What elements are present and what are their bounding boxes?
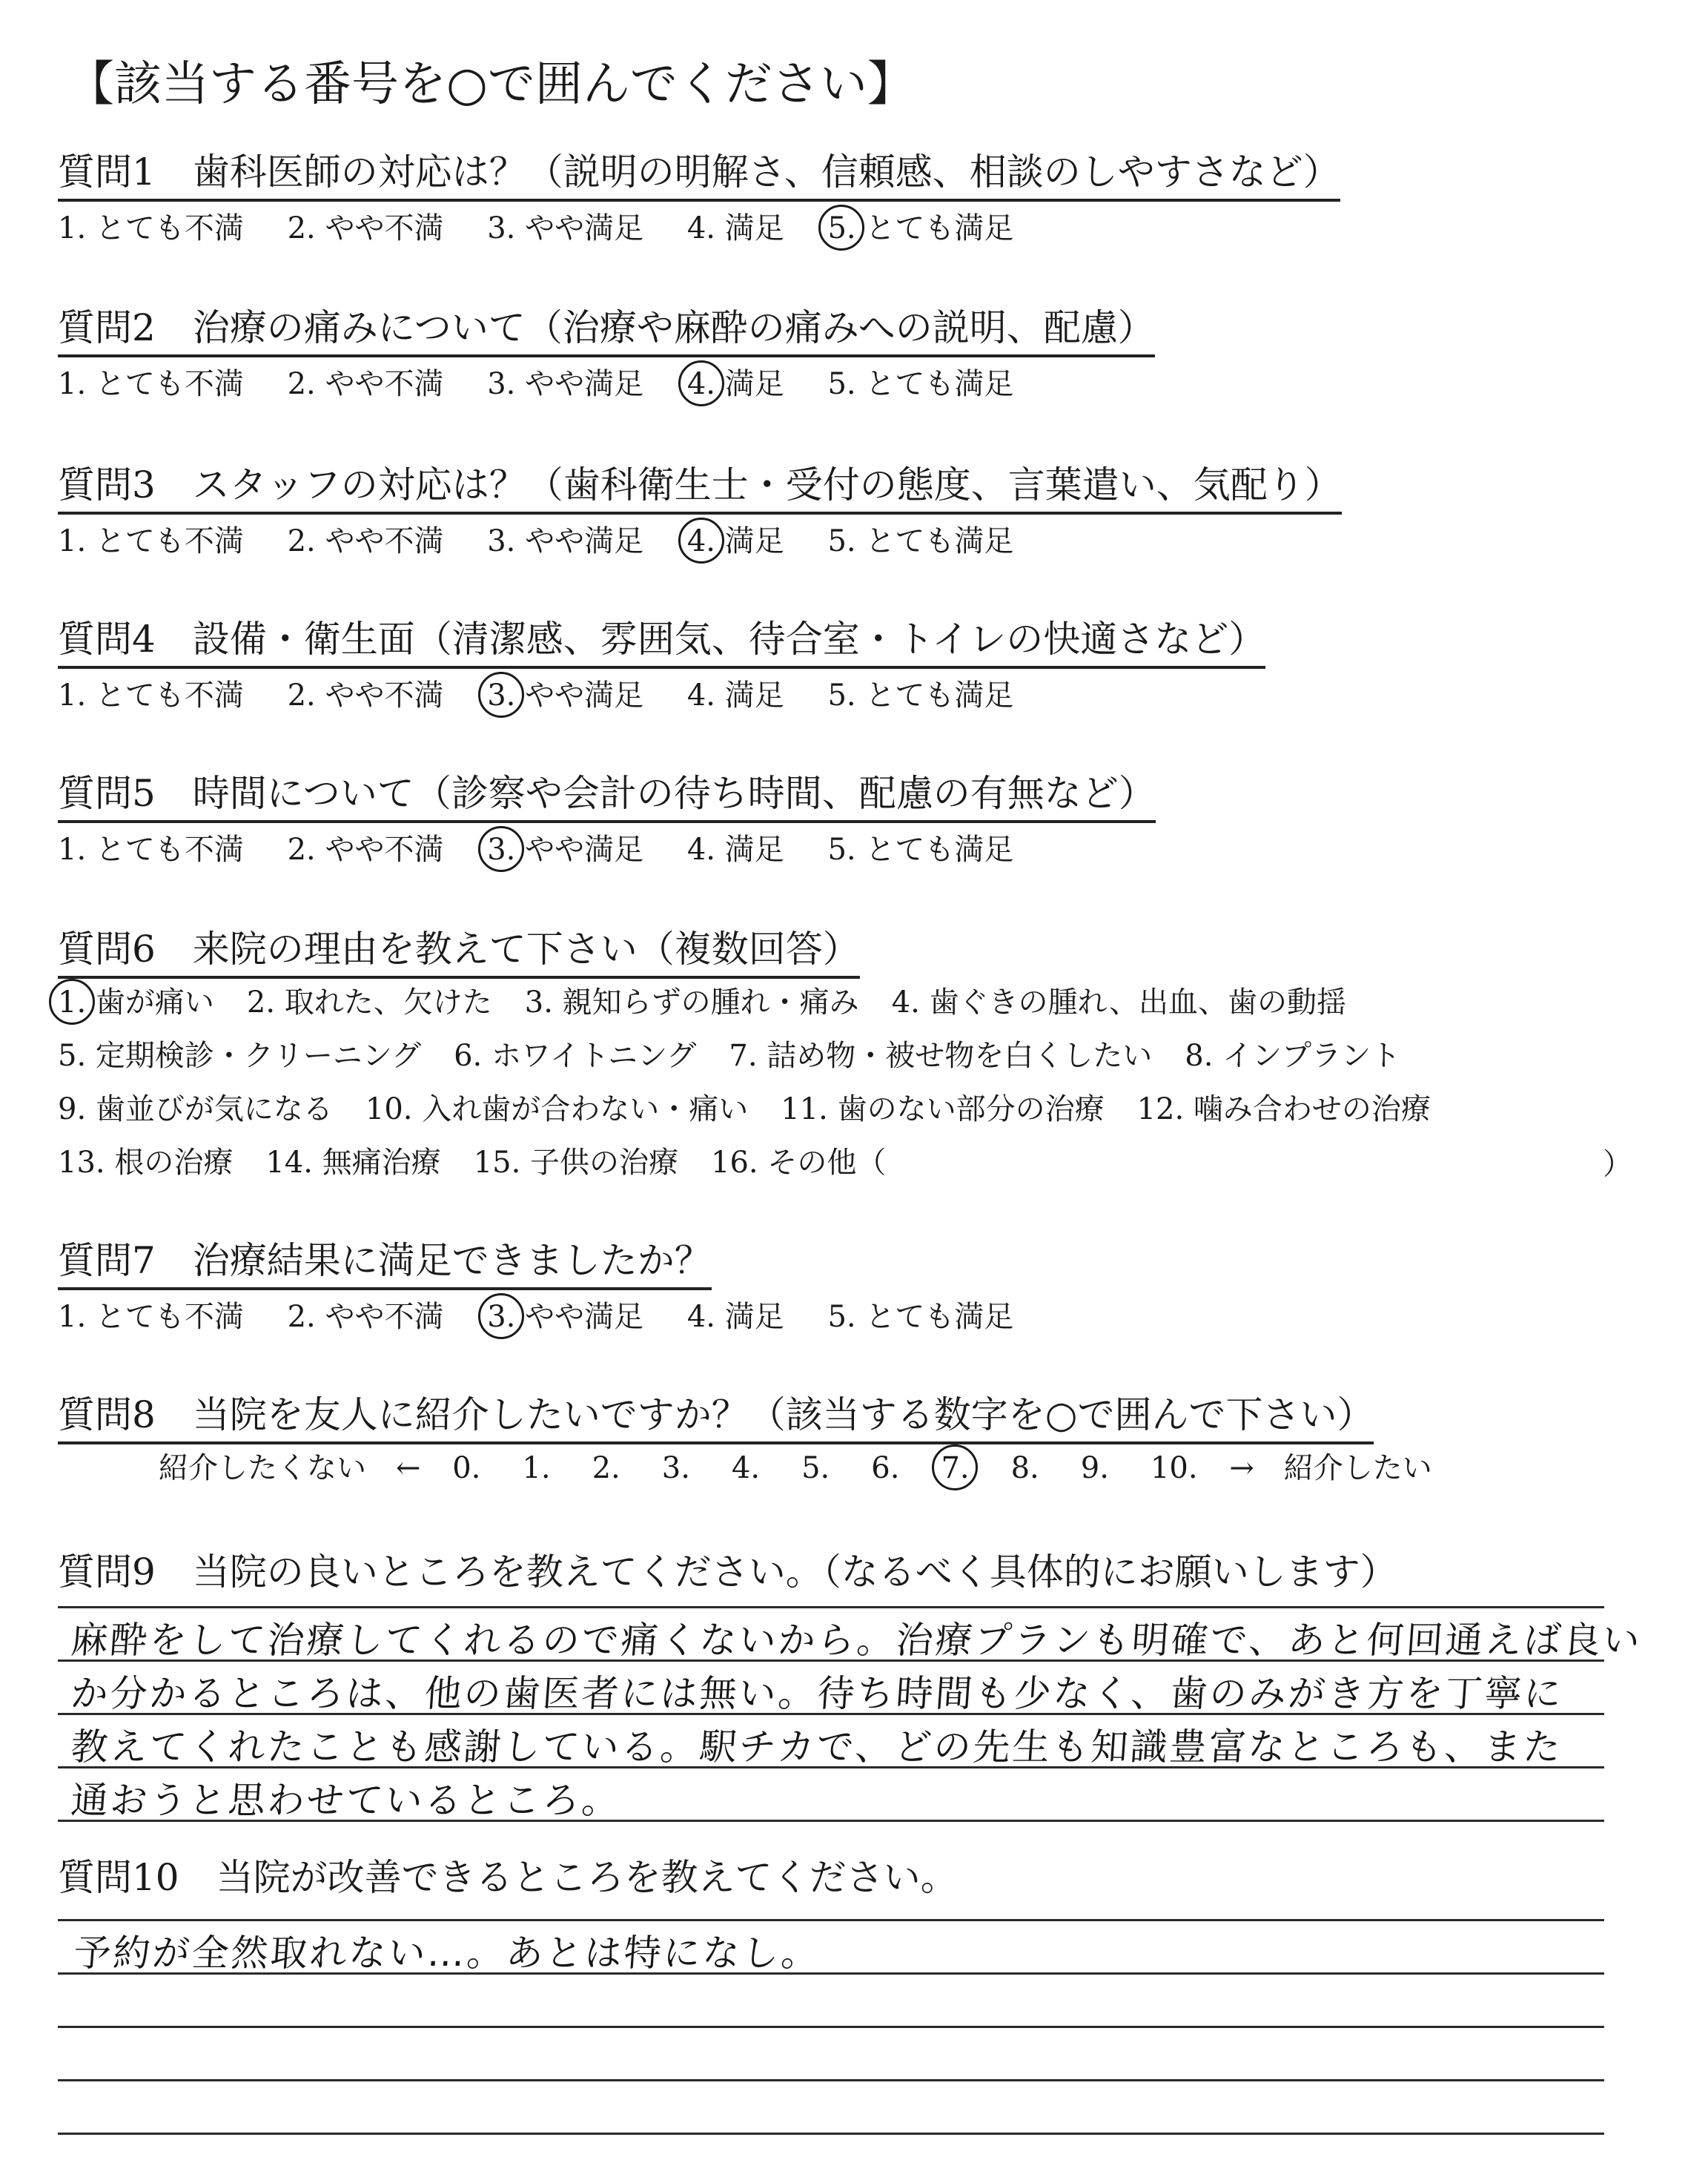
q8-left-label: 紹介したくない ← (159, 1451, 421, 1485)
q9-answer-line-4: 通おうと思わせているところ。 (69, 1779, 623, 1822)
q6-option-row (58, 1035, 1674, 1077)
question-7-label: 質問7 治療結果に満足できましたか？ (58, 1238, 712, 1290)
answer-line (58, 1606, 1604, 1608)
q8-number[interactable]: 8. (1010, 1451, 1039, 1485)
q8-number[interactable]: 5. (801, 1451, 830, 1485)
q9-answer-line-2: か分かるところは、他の歯医者には無い。待ち時間も少なく、歯のみがき方を丁寧に (69, 1672, 1565, 1715)
question-9-label: 質問9 当院の良いところを教えてください。（なるべく具体的にお願いします） (58, 1550, 1397, 1593)
q8-number[interactable]: 2. (592, 1451, 620, 1485)
page-title: 【該当する番号を○で囲んでください】 (67, 57, 915, 112)
q4-option-5[interactable]: 5. とても満足 (827, 678, 1014, 713)
question-4-options (58, 675, 1013, 716)
q3-option-1[interactable]: 1. とても不満 (58, 524, 244, 558)
question-5-label: 質問5 時間について（診察や会計の待ち時間、配慮の有無など） (58, 771, 1156, 823)
q6-option[interactable]: 12. 噛み合わせの治療 (1136, 1092, 1431, 1126)
q3-option-2[interactable]: 2. やや不満 (287, 524, 444, 558)
q6-option[interactable]: 5. 定期検診・クリーニング (58, 1039, 422, 1073)
q10-answer-line-1: 予約が全然取れない…。あとは特になし。 (72, 1932, 822, 1975)
q5-option-2[interactable]: 2. やや不満 (287, 833, 444, 867)
q2-option-1[interactable]: 1. とても不満 (58, 367, 244, 401)
q4-option-4[interactable]: 4. 満足 (686, 678, 784, 713)
q8-number[interactable]: 6. (871, 1451, 900, 1485)
q6-option[interactable]: 6. ホワイトニング (454, 1039, 697, 1073)
question-4-label: 質問4 設備・衛生面（清潔感、雰囲気、待合室・トイレの快適さなど） (58, 617, 1265, 669)
q7-option-2[interactable]: 2. やや不満 (287, 1300, 444, 1334)
q8-number[interactable]: 0. (452, 1451, 481, 1485)
q6-option[interactable]: 7. 詰め物・被せ物を白くしたい (729, 1039, 1153, 1073)
question-1-options (58, 208, 1013, 249)
q6-option[interactable]: 13. 根の治療 (58, 1146, 234, 1180)
answer-line (58, 2079, 1604, 2081)
q6-option[interactable]: 9. 歯並びが気になる (58, 1092, 333, 1126)
q4-option-2[interactable]: 2. やや不満 (287, 678, 444, 713)
q7-option-3-selected[interactable]: 3. やや満足 (487, 1296, 643, 1338)
q5-option-5[interactable]: 5. とても満足 (827, 833, 1014, 867)
q1-option-3[interactable]: 3. やや満足 (487, 211, 644, 245)
q8-number[interactable]: 9. (1080, 1451, 1109, 1485)
q9-answer-line-1: 麻酔をして治療してくれるので痛くないから。治療プランも明確で、あと何回通えば良い (69, 1619, 1644, 1662)
q8-number[interactable]: 10. (1150, 1451, 1198, 1485)
q6-option[interactable]: 10. 入れ歯が合わない・痛い (365, 1092, 749, 1126)
answer-line (58, 2133, 1604, 2135)
q6-option[interactable]: 2. 取れた、欠けた (246, 985, 492, 1020)
question-6-options (58, 982, 1674, 1195)
q6-option-row (58, 982, 1674, 1023)
q4-option-1[interactable]: 1. とても不満 (58, 678, 244, 713)
question-8-scale (159, 1447, 1432, 1489)
question-5-options (58, 829, 1013, 871)
q5-option-1[interactable]: 1. とても不満 (58, 833, 244, 867)
q4-option-3-selected[interactable]: 3. やや満足 (487, 675, 643, 716)
q1-option-4[interactable]: 4. 満足 (686, 211, 784, 245)
q6-option-row (58, 1142, 1674, 1183)
q8-number[interactable]: 4. (731, 1451, 761, 1485)
question-7-options (58, 1296, 1013, 1338)
q8-right-label: → 紹介したい (1229, 1451, 1432, 1485)
q2-option-3[interactable]: 3. やや満足 (487, 367, 644, 401)
q5-option-4[interactable]: 4. 満足 (686, 833, 784, 867)
q7-option-4[interactable]: 4. 満足 (686, 1300, 784, 1334)
answer-line (58, 2026, 1604, 2028)
q6-option[interactable]: 15. 子供の治療 (473, 1146, 679, 1180)
q3-option-5[interactable]: 5. とても満足 (827, 524, 1014, 558)
question-3-options (58, 521, 1013, 562)
q7-option-5[interactable]: 5. とても満足 (827, 1300, 1014, 1334)
q3-option-3[interactable]: 3. やや満足 (487, 524, 644, 558)
q2-option-5[interactable]: 5. とても満足 (827, 367, 1014, 401)
question-10-label: 質問10 当院が改善できるところを教えてください。 (58, 1856, 958, 1899)
q1-option-2[interactable]: 2. やや不満 (287, 211, 444, 245)
q6-option[interactable]: 14. 無痛治療 (265, 1146, 441, 1180)
question-1-label: 質問1 歯科医師の対応は？（説明の明解さ、信頼感、相談のしやすさなど） (58, 150, 1340, 202)
q6-option[interactable]: 1. 歯が痛い (58, 982, 214, 1023)
q6-other-close-paren: ） (1603, 1147, 1632, 1181)
question-2-label: 質問2 治療の痛みについて（治療や麻酔の痛みへの説明、配慮） (58, 305, 1155, 357)
q6-option[interactable]: 8. インプラント (1185, 1039, 1401, 1073)
q3-option-4-selected[interactable]: 4. 満足 (687, 521, 784, 562)
q2-option-4-selected[interactable]: 4. 満足 (687, 363, 784, 405)
q6-option[interactable]: 16. その他（ (711, 1146, 887, 1180)
question-2-options (58, 363, 1013, 405)
q1-option-5-selected[interactable]: 5. とても満足 (827, 208, 1013, 249)
q9-answer-line-3: 教えてくれたことも感謝している。駅チカで、どの先生も知識豊富なところも、また (69, 1725, 1564, 1768)
answer-line (58, 1919, 1604, 1921)
q1-option-1[interactable]: 1. とても不満 (58, 211, 244, 245)
q6-option[interactable]: 3. 親知らずの腫れ・痛み (524, 985, 859, 1020)
q8-number-selected[interactable]: 7. (941, 1447, 969, 1489)
q8-number[interactable]: 3. (661, 1451, 690, 1485)
q6-option[interactable]: 11. 歯のない部分の治療 (781, 1092, 1105, 1126)
q6-option[interactable]: 4. 歯ぐきの腫れ、出血、歯の動揺 (891, 985, 1346, 1020)
q8-number[interactable]: 1. (522, 1451, 551, 1485)
question-6-label: 質問6 来院の理由を教えて下さい（複数回答） (58, 927, 860, 979)
q7-option-1[interactable]: 1. とても不満 (58, 1300, 244, 1334)
question-3-label: 質問3 スタッフの対応は？（歯科衛生士・受付の態度、言葉遣い、気配り） (58, 463, 1342, 515)
q2-option-2[interactable]: 2. やや不満 (287, 367, 444, 401)
q8-number-scale (452, 1451, 1197, 1485)
question-8-label: 質問8 当院を友人に紹介したいですか？（該当する数字を○で囲んで下さい） (58, 1393, 1374, 1444)
q5-option-3-selected[interactable]: 3. やや満足 (487, 829, 643, 871)
q6-option-row (58, 1089, 1674, 1130)
